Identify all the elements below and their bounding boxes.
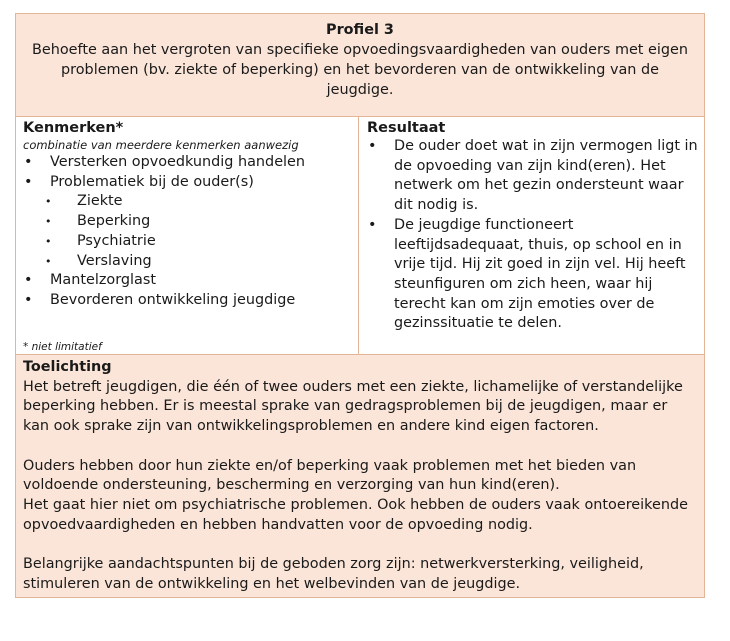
resultaat-list bbox=[367, 137, 698, 334]
kenmerken-subtitle: combinatie van meerdere kenmerken aanwezig bbox=[23, 138, 299, 152]
toelichting-paragraph: Het betreft jeugdigen, die één of twee ouders met een ziekte, lichamelijke of verstandelijke beperking hebben. Er is meestal sprake van gedragsproblemen bij de jeugdigen, maar er kan ook sprake zijn van ontwikkelingsproblemen en andere kind eigen factoren. bbox=[23, 378, 683, 435]
toelichting-paragraph: Belangrijke aandachtspunten bij de geboden zorg zijn: netwerkversterking, veiligheid, stimuleren van de ontwikkeling en het welbevinden van de jeugdige. bbox=[23, 556, 644, 592]
kenmerken-sublist bbox=[23, 192, 358, 271]
kenmerken-cell bbox=[16, 117, 359, 354]
resultaat-title: Resultaat bbox=[367, 120, 446, 136]
list-item: • De ouder doet wat in zijn vermogen ligt in de opvoeding van zijn kind(eren). Het netwerk om het gezin ondersteunt waar dit nodig is. bbox=[367, 137, 698, 216]
list-item: • De jeugdige functioneert leeftijdsadequaat, thuis, op school en in vrije tijd. Hij zit goed in zijn vel. Hij heeft steunfiguren om zich heen, waar hij terecht kan om zijn emoties over de gezinssituatie te delen. bbox=[367, 216, 698, 334]
profile-table bbox=[15, 13, 705, 598]
toelichting-paragraph: Het gaat hier niet om psychiatrische problemen. Ook hebben de ouders vaak ontoereikende opvoedvaardigheden en hebben handvatten voor de opvoeding nodig. bbox=[23, 496, 688, 533]
footnote: * niet limitatief bbox=[23, 341, 102, 353]
list-item: • Bevorderen ontwikkeling jeugdige bbox=[23, 291, 358, 311]
profile-header bbox=[16, 14, 704, 117]
toelichting-title: Toelichting bbox=[23, 359, 112, 375]
characteristics-results-row bbox=[16, 117, 704, 355]
sub-list-item: • Ziekte bbox=[23, 192, 358, 212]
paragraph-spacer bbox=[23, 437, 694, 457]
sub-list-item: • Verslaving bbox=[23, 252, 358, 272]
kenmerken-list-continued bbox=[23, 271, 358, 310]
sub-list-item: • Psychiatrie bbox=[23, 232, 358, 252]
list-item: • Mantelzorglast bbox=[23, 271, 358, 291]
resultaat-cell bbox=[359, 117, 704, 354]
list-item: • Versterken opvoedkundig handelen bbox=[23, 153, 358, 173]
kenmerken-list bbox=[23, 153, 358, 192]
toelichting-cell bbox=[16, 355, 704, 597]
profile-description: Behoefte aan het vergroten van specifieke opvoedingsvaardigheden van ouders met eigen problemen (bv. ziekte of beperking) en het bevorderen van de ontwikkeling van de jeugdige. bbox=[32, 42, 688, 98]
list-item bbox=[23, 173, 358, 193]
kenmerken-title: Kenmerken* bbox=[23, 120, 124, 136]
paragraph-spacer bbox=[23, 535, 694, 555]
list-item-label: Problematiek bij de ouder(s) bbox=[50, 173, 254, 190]
profile-title: Profiel 3 bbox=[326, 22, 394, 38]
sub-list-item: • Beperking bbox=[23, 212, 358, 232]
toelichting-paragraph: Ouders hebben door hun ziekte en/of beperking vaak problemen met het bieden van voldoende ondersteuning, bescherming en verzorging van hun kind(eren). bbox=[23, 457, 637, 494]
